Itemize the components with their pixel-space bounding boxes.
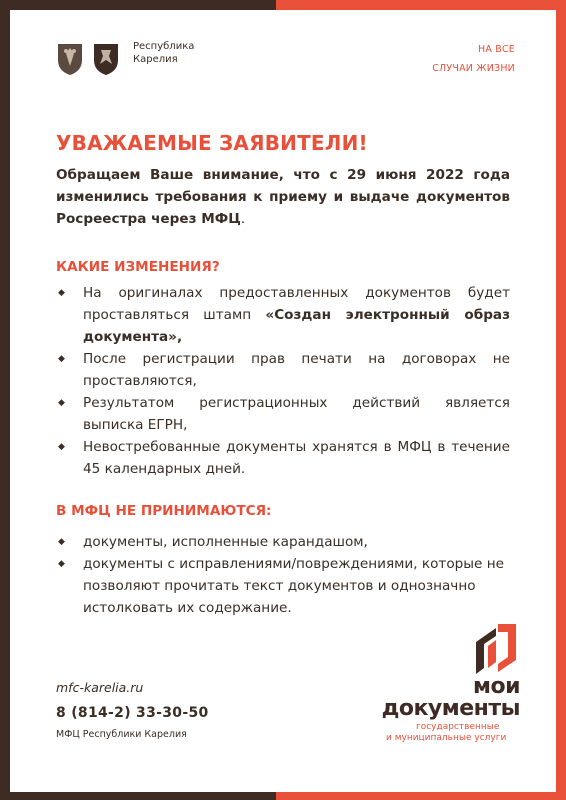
diamond-bullet-icon: ◆ — [58, 559, 65, 569]
phone-number: 8 (814-2) 33-30-50 — [56, 705, 209, 721]
right-frame — [556, 0, 566, 800]
logo-line2: документы — [381, 696, 520, 721]
slogan-line2: СЛУЧАИ ЖИЗНИ — [432, 63, 515, 74]
coat-of-arms-karelia-icon — [91, 40, 121, 76]
moi-dokumenty-logo-icon — [470, 620, 518, 676]
top-frame-accent — [276, 0, 566, 10]
list-item — [56, 436, 510, 480]
item-text: документы с исправлениями/повреждениями, которые не позволяют прочитать текст документов и однозначно истолковать их содержание. — [83, 556, 504, 616]
coat-of-arms-russia-icon — [55, 40, 85, 76]
item-text: документы, исполненные карандашом, — [83, 534, 368, 550]
list-item — [56, 282, 510, 348]
moi-dokumenty-logo-text — [350, 676, 520, 744]
item-text: Невостребованные документы хранятся в МФЦ в течение 45 календарных дней. — [83, 439, 510, 477]
page-title: УВАЖАЕМЫЕ ЗАЯВИТЕЛИ! — [56, 131, 368, 155]
list-item — [56, 531, 510, 553]
item-text: После регистрации прав печати на договорах не проставляются, — [83, 351, 510, 389]
diamond-bullet-icon: ◆ — [58, 442, 65, 452]
item-bold: «Создан электронный образ документа», — [83, 307, 510, 345]
not-accepted-list — [56, 531, 510, 619]
slogan — [432, 40, 515, 78]
left-frame — [0, 0, 10, 800]
diamond-bullet-icon: ◆ — [58, 288, 65, 298]
footer-contacts — [56, 680, 209, 740]
website-link[interactable]: mfc-karelia.ru — [56, 680, 144, 695]
diamond-bullet-icon: ◆ — [58, 537, 65, 547]
list-item — [56, 392, 510, 436]
intro-end: . — [240, 211, 246, 227]
organization-name: МФЦ Республики Карелия — [56, 729, 187, 740]
logo-sub2: и муниципальные услуги — [386, 733, 507, 743]
intro-bold: Обращаем Ваше внимание, что с 29 июня 2022 года изменились требования к приему и выдаче документов Росреестра через МФЦ — [56, 167, 510, 227]
list-item — [56, 553, 510, 619]
header — [55, 40, 515, 80]
changes-list — [56, 282, 510, 480]
logo-line1: мои — [472, 674, 520, 699]
section-not-accepted-heading: В МФЦ НЕ ПРИНИМАЮТСЯ: — [56, 503, 272, 519]
region-line2: Карелия — [133, 54, 178, 65]
region-line1: Республика — [133, 41, 195, 52]
logo-sub1: государственные — [416, 722, 500, 732]
diamond-bullet-icon: ◆ — [58, 354, 65, 364]
item-text: Результатом регистрационных действий является выписка ЕГРН, — [83, 395, 510, 433]
section-changes-heading: КАКИЕ ИЗМЕНЕНИЯ? — [56, 259, 220, 275]
diamond-bullet-icon: ◆ — [58, 398, 65, 408]
item-text: На оригиналах предоставленных документов будет проставляться штамп — [83, 285, 510, 323]
bottom-frame-dark — [0, 792, 276, 800]
list-item — [56, 348, 510, 392]
slogan-line1: НА ВСЕ — [477, 44, 515, 55]
bottom-frame — [0, 792, 566, 800]
bottom-frame-accent — [276, 792, 566, 800]
top-frame-dark — [0, 0, 276, 10]
region-name — [133, 40, 194, 66]
intro-text — [56, 164, 510, 230]
